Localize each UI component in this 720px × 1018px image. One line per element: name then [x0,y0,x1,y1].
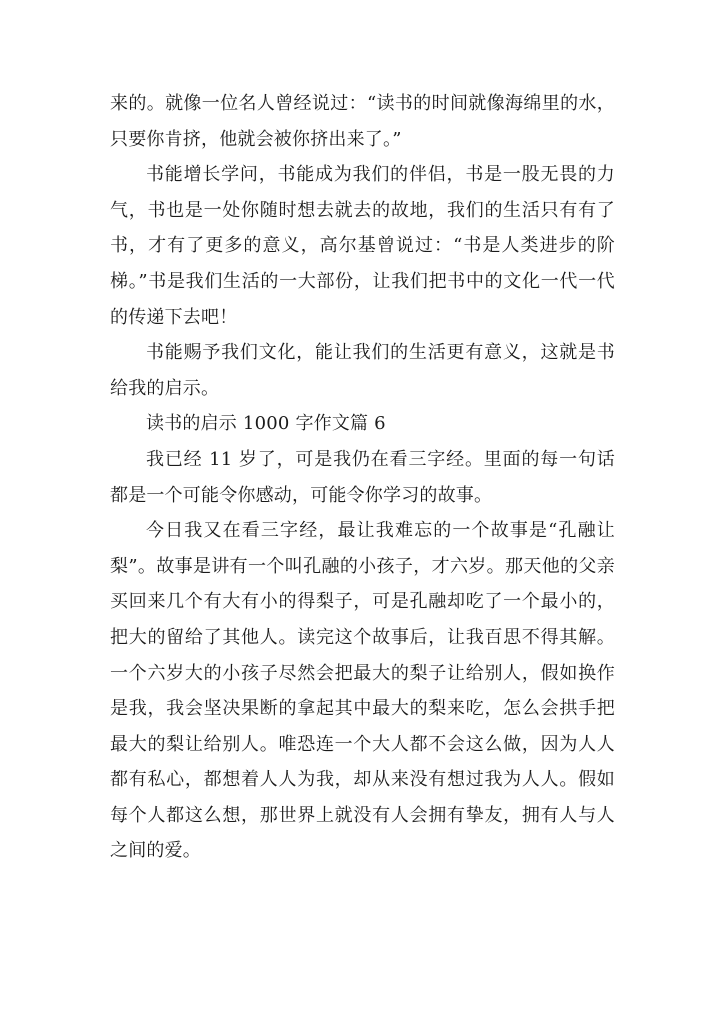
paragraph-three-character-classic: 我已经 11 岁了，可是我仍在看三字经。里面的每一句话都是一个可能令你感动，可能令你学习的故事。 [110,448,615,506]
paragraph-continued-quote: 来的。就像一位名人曾经说过：“读书的时间就像海绵里的水，只要你肯挤，他就会被你挤出来了。” [110,93,615,150]
document-body [110,86,615,869]
section-heading: 读书的启示 1000 字作文篇 6 [146,413,386,435]
paragraph-books-grow-knowledge: 书能增长学问，书能成为我们的伴侣，书是一股无畏的力气，书也是一处你随时想去就去的故地，我们的生活只有有了书，才有了更多的意义，高尔基曾说过：“书是人类进步的阶梯。”书是我们生活的一大部份，让我们把书中的文化一代一代的传递下去吧！ [110,164,615,328]
paragraph-books-give-culture: 书能赐予我们文化，能让我们的生活更有意义，这就是书给我的启示。 [110,342,615,399]
paragraph-kong-rong-pears: 今日我又在看三字经，最让我难忘的一个故事是“孔融让梨”。故事是讲有一个叫孔融的小孩子，才六岁。那天他的父亲买回来几个有大有小的得梨子，可是孔融却吃了一个最小的，把大的留给了其他人。读完这个故事后，让我百思不得其解。一个六岁大的小孩子尽然会把最大的梨子让给别人，假如换作是我，我会坚决果断的拿起其中最大的梨来吃，怎么会拱手把最大的梨让给别人。唯恐连一个大人都不会这么做，因为人人都有私心，都想着人人为我，却从来没有想过我为人人。假如每个人都这么想，那世界上就没有人会拥有挚友，拥有人与人之间的爱。 [110,520,615,862]
